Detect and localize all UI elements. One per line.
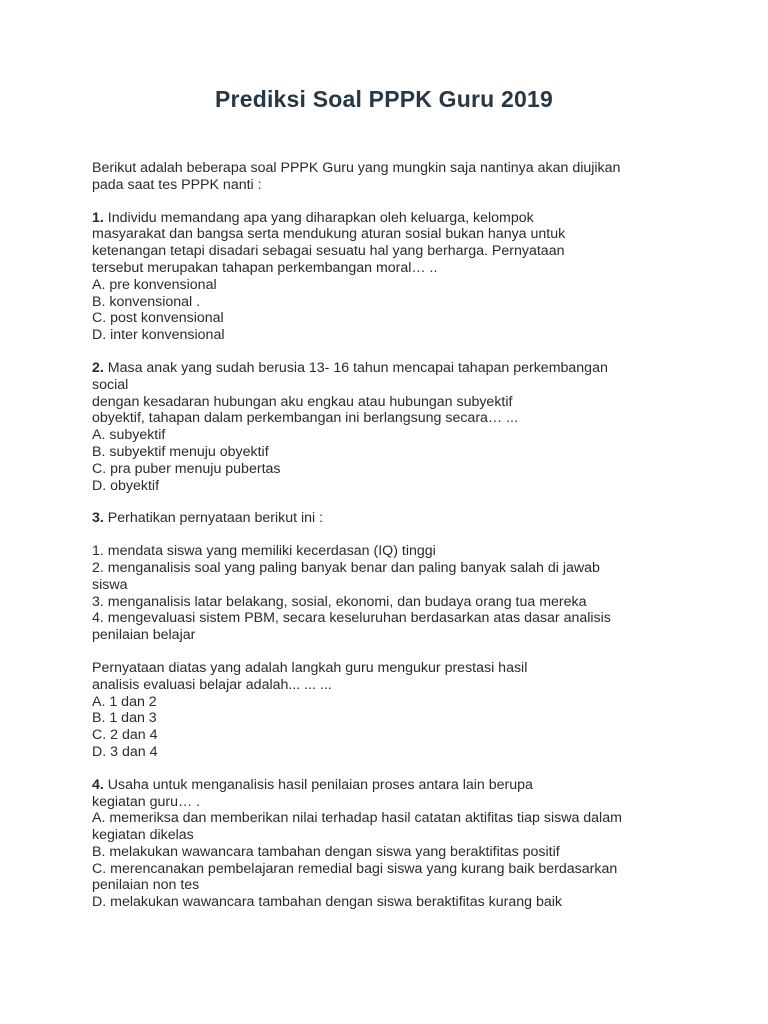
question-text: kegiatan guru… . xyxy=(92,793,201,810)
question-3-followup xyxy=(92,660,682,761)
question-number: 4. xyxy=(92,776,104,793)
answer-option: A. pre konvensional xyxy=(92,276,217,293)
answer-option: C. pra puber menuju pubertas xyxy=(92,460,281,477)
question-text: Perhatikan pernyataan berikut ini : xyxy=(103,510,324,527)
answer-option: A. subyektif xyxy=(92,427,166,444)
answer-option: D. 3 dan 4 xyxy=(92,743,158,760)
question-3 xyxy=(92,510,682,527)
answer-option: D. melakukan wawancara tambahan dengan siswa beraktifitas kurang baik xyxy=(92,894,563,911)
answer-option: A. 1 dan 2 xyxy=(92,693,157,710)
intro-line: Berikut adalah beberapa soal PPPK Guru yang mungkin saja nantinya akan diujikan xyxy=(92,160,621,176)
answer-option: C. merencanakan pembelajaran remedial bagi siswa yang kurang baik berdasarkan xyxy=(92,860,618,877)
answer-option: C. 2 dan 4 xyxy=(92,727,158,744)
question-text: obyektif, tahapan dalam perkembangan ini berlangsung secara… ... xyxy=(92,410,518,427)
answer-option: kegiatan dikelas xyxy=(92,827,194,844)
question-3-statements xyxy=(92,543,682,644)
document-title: Prediksi Soal PPPK Guru 2019 xyxy=(215,86,553,112)
question-text: analisis evaluasi belajar adalah... ... ... xyxy=(92,676,332,693)
question-text: Pernyataan diatas yang adalah langkah guru mengukur prestasi hasil xyxy=(92,659,528,676)
intro-paragraph xyxy=(92,160,682,194)
question-text: Usaha untuk menganalisis hasil penilaian proses antara lain berupa xyxy=(103,776,533,793)
question-1 xyxy=(92,210,682,344)
answer-option: B. melakukan wawancara tambahan dengan siswa yang beraktifitas positif xyxy=(92,843,560,860)
question-text: dengan kesadaran hubungan aku engkau atau hubungan subyektif xyxy=(92,393,513,410)
statement-item: penilaian belajar xyxy=(92,627,196,644)
answer-option: B. konvensional . xyxy=(92,293,201,310)
question-2 xyxy=(92,360,682,494)
answer-option: B. subyektif menuju obyektif xyxy=(92,443,269,460)
answer-option: C. post konvensional xyxy=(92,310,224,327)
question-text: social xyxy=(92,376,129,393)
question-number: 2. xyxy=(92,359,104,376)
answer-option: B. 1 dan 3 xyxy=(92,710,157,727)
statement-item: 1. mendata siswa yang memiliki kecerdasan (IQ) tinggi xyxy=(92,543,436,560)
answer-option: D. inter konvensional xyxy=(92,327,225,344)
intro-line: pada saat tes PPPK nanti : xyxy=(92,176,262,193)
question-text: Masa anak yang sudah berusia 13- 16 tahun mencapai tahapan perkembangan xyxy=(103,359,608,376)
document-body xyxy=(92,160,682,911)
question-text: tersebut merupakan tahapan perkembangan moral… .. xyxy=(92,259,438,276)
question-number: 1. xyxy=(92,209,104,226)
question-number: 3. xyxy=(92,510,104,527)
question-text: ketenangan tetapi disadari sebagai sesuatu hal yang berharga. Pernyataan xyxy=(92,243,565,260)
statement-item: 3. menganalisis latar belakang, sosial, ekonomi, dan budaya orang tua mereka xyxy=(92,593,587,610)
answer-option: penilaian non tes xyxy=(92,877,200,894)
statement-item: 2. menganalisis soal yang paling banyak benar dan paling banyak salah di jawab xyxy=(92,559,600,576)
statement-item: siswa xyxy=(92,576,128,593)
question-text: masyarakat dan bangsa serta mendukung aturan sosial bukan hanya untuk xyxy=(92,226,566,243)
answer-option: D. obyektif xyxy=(92,477,160,494)
statement-item: 4. mengevaluasi sistem PBM, secara keseluruhan berdasarkan atas dasar analisis xyxy=(92,610,611,627)
question-text: Individu memandang apa yang diharapkan oleh keluarga, kelompok xyxy=(103,209,534,226)
question-4 xyxy=(92,777,682,911)
answer-option: A. memeriksa dan memberikan nilai terhadap hasil catatan aktifitas tiap siswa dalam xyxy=(92,810,622,827)
